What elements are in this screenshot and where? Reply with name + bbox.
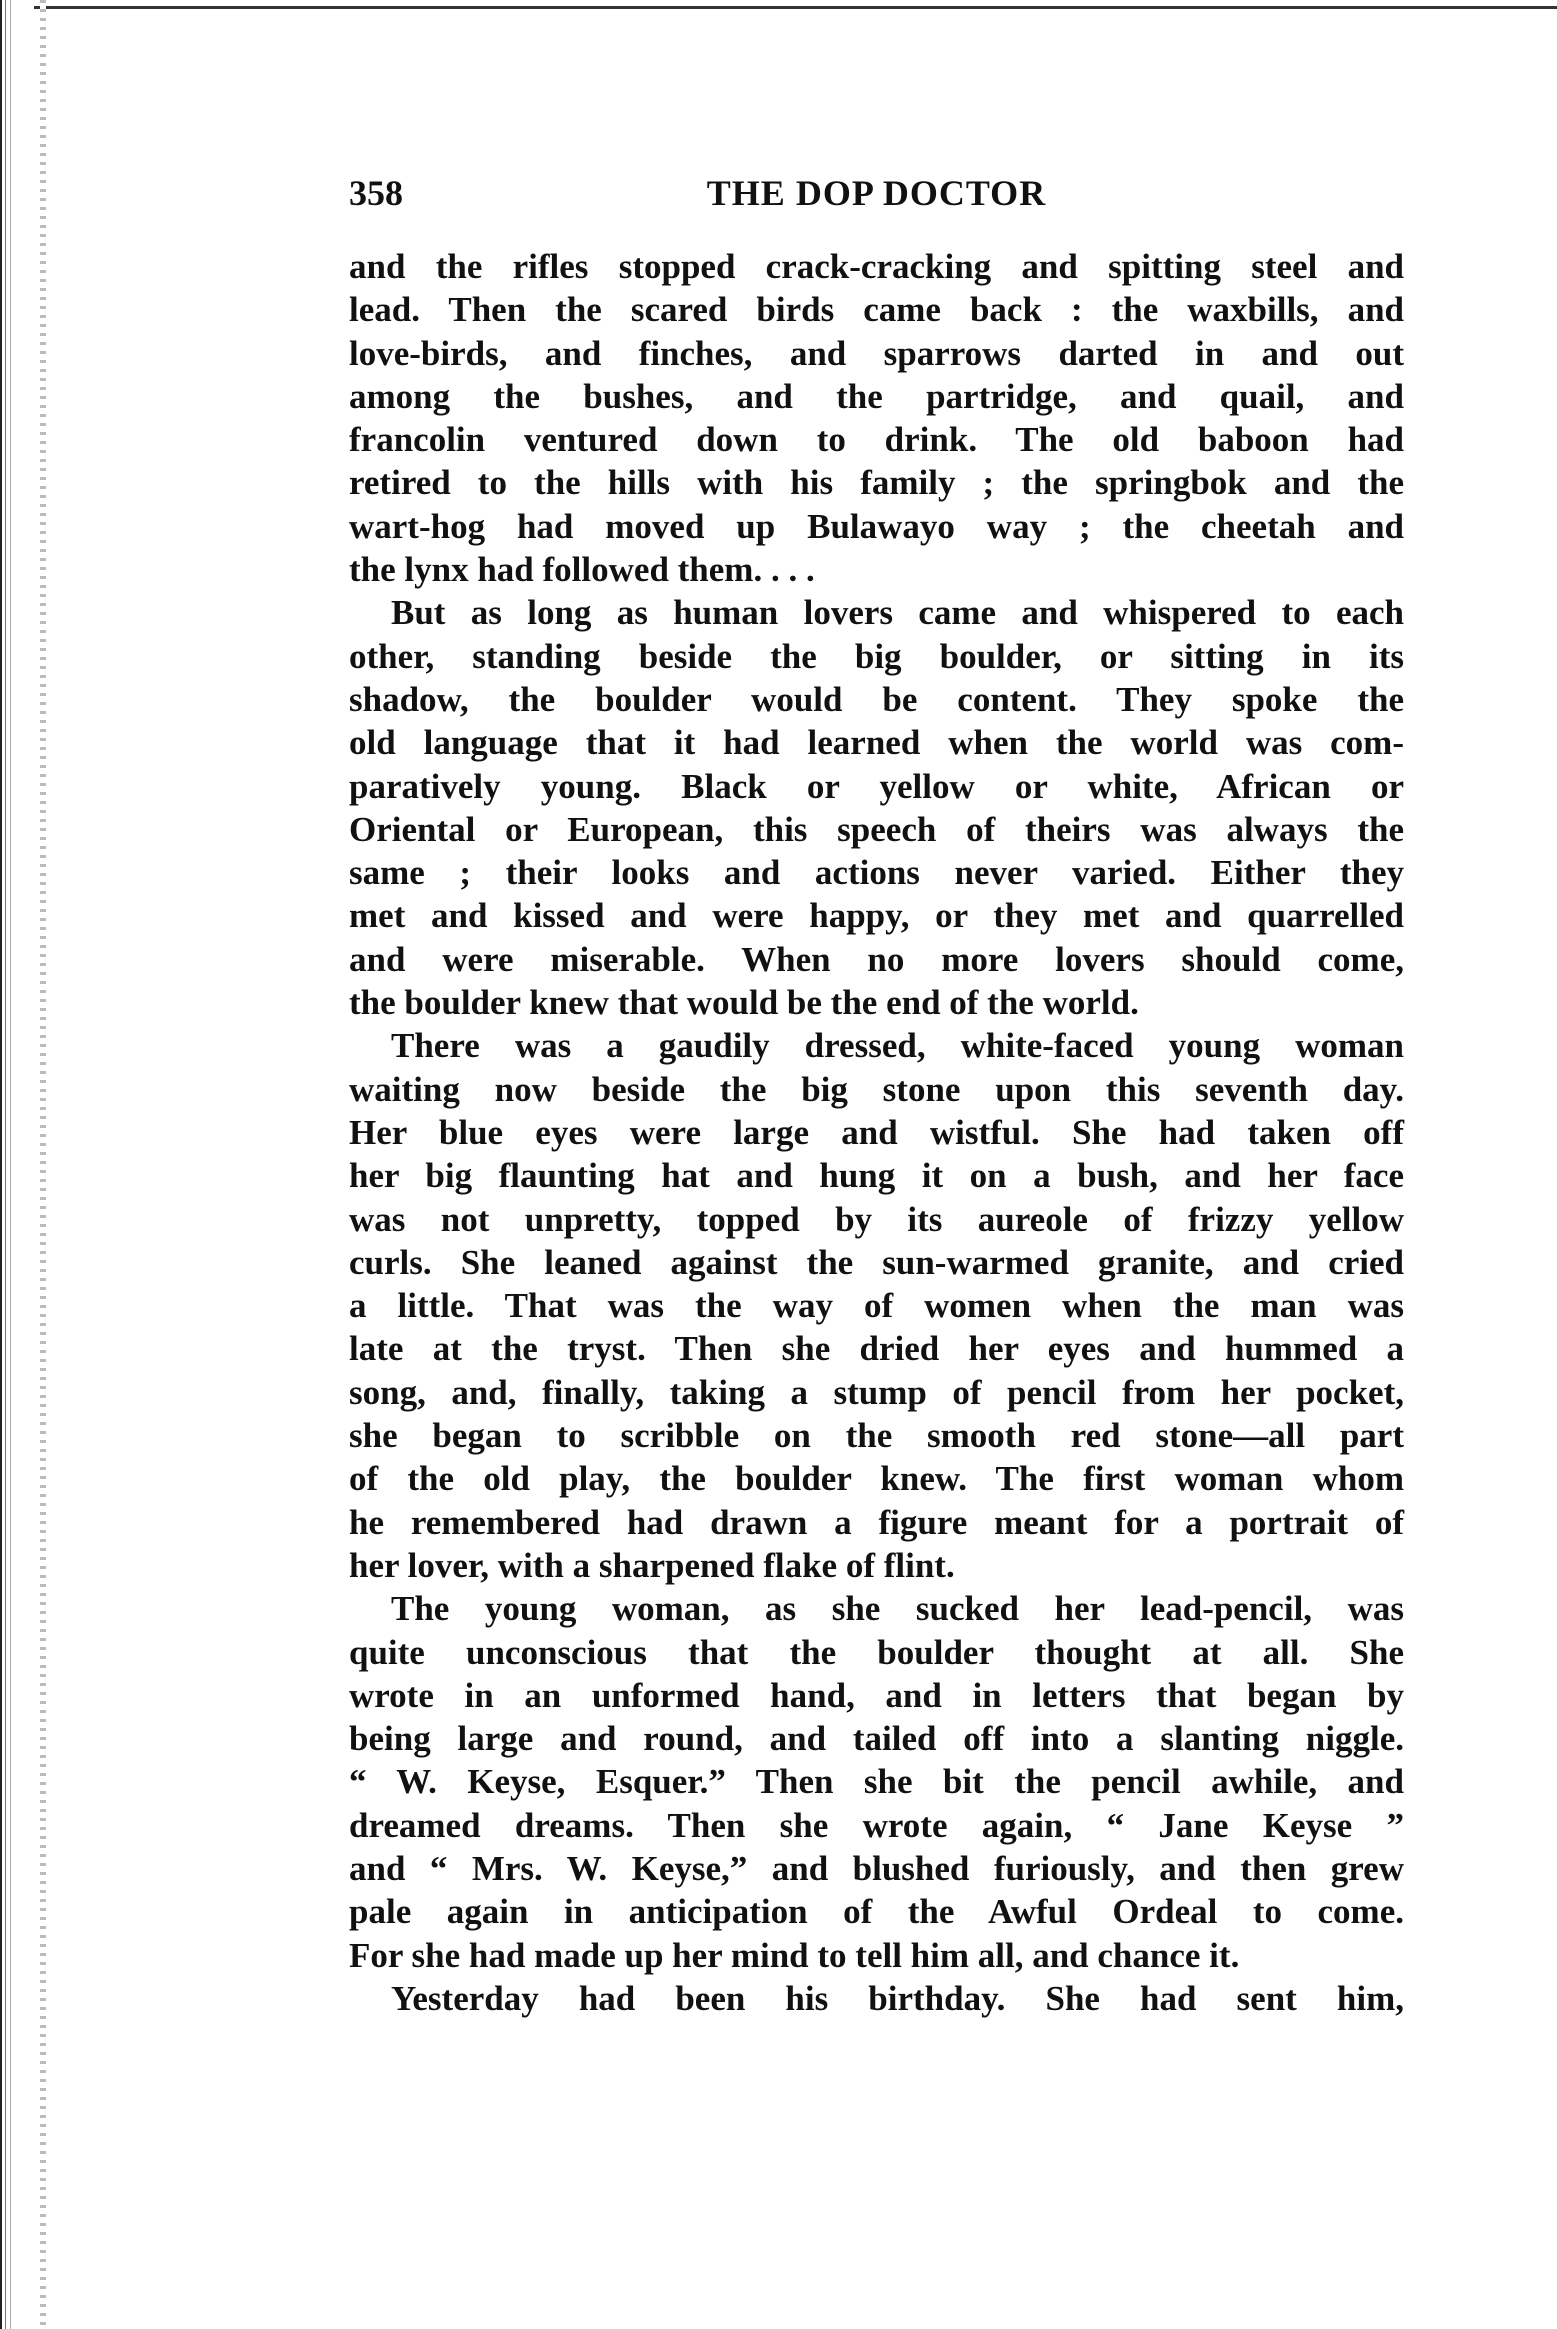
text-line: song, and, finally, taking a stump of pencil from her pocket, bbox=[349, 1372, 1404, 1412]
text-line: he remembered had drawn a figure meant for a portrait of bbox=[349, 1502, 1404, 1542]
text-line: and were miserable. When no more lovers should come, bbox=[349, 939, 1404, 979]
text-line: and the rifles stopped crack-cracking and spitting steel and bbox=[349, 247, 1404, 286]
text-line: curls. She leaned against the sun-warmed granite, and cried bbox=[349, 1242, 1404, 1282]
text-line: same ; their looks and actions never varied. Either they bbox=[349, 853, 1404, 893]
text-line: quite unconscious that the boulder thought at all. She bbox=[349, 1632, 1404, 1672]
text-line: a little. That was the way of women when the man was bbox=[349, 1286, 1404, 1326]
text-line: “ W. Keyse, Esquer.” Then she bit the pencil awhile, and bbox=[349, 1762, 1404, 1802]
text-line: old language that it had learned when the world was com- bbox=[349, 723, 1404, 763]
text-line: and “ Mrs. W. Keyse,” and blushed furiously, and then grew bbox=[349, 1848, 1404, 1888]
text-line: among the bushes, and the partridge, and quail, and bbox=[349, 376, 1404, 416]
text-line: wrote in an unformed hand, and in letters that began by bbox=[349, 1675, 1404, 1715]
text-line: francolin ventured down to drink. The old baboon had bbox=[349, 420, 1404, 460]
running-title: THE DOP DOCTOR bbox=[706, 173, 1047, 213]
text-line: pale again in anticipation of the Awful Ordeal to come. bbox=[349, 1892, 1404, 1932]
paragraph bbox=[349, 245, 1404, 591]
text-line: The young woman, as she sucked her lead-pencil, was bbox=[391, 1589, 1404, 1629]
text-line: other, standing beside the big boulder, or sitting in its bbox=[349, 636, 1404, 676]
paragraph bbox=[349, 1977, 1404, 2020]
text-line: being large and round, and tailed off into a slanting niggle. bbox=[349, 1719, 1404, 1759]
text-line: the lynx had followed them. . . . bbox=[349, 550, 815, 590]
page-body bbox=[349, 245, 1404, 2020]
text-line: There was a gaudily dressed, white-faced young woman bbox=[391, 1026, 1404, 1066]
text-line: her big flaunting hat and hung it on a bush, and her face bbox=[349, 1156, 1404, 1196]
paragraph bbox=[349, 1587, 1404, 1977]
text-line: her lover, with a sharpened flake of flint. bbox=[349, 1545, 955, 1585]
page-header bbox=[349, 172, 1404, 216]
text-line: paratively young. Black or yellow or white, African or bbox=[349, 766, 1404, 806]
scan-binding-edge bbox=[0, 0, 34, 2329]
text-line: dreamed dreams. Then she wrote again, “ Jane Keyse ” bbox=[349, 1805, 1404, 1845]
text-line: the boulder knew that would be the end of the world. bbox=[349, 983, 1139, 1023]
paragraph bbox=[349, 1024, 1404, 1587]
text-line: she began to scribble on the smooth red stone—all part bbox=[349, 1416, 1404, 1456]
text-line: shadow, the boulder would be content. They spoke the bbox=[349, 679, 1404, 719]
scan-top-border bbox=[0, 6, 1557, 9]
text-line: love-birds, and finches, and sparrows darted in and out bbox=[349, 333, 1404, 373]
text-line: late at the tryst. Then she dried her eyes and hummed a bbox=[349, 1329, 1404, 1369]
text-line: Oriental or European, this speech of theirs was always the bbox=[349, 809, 1404, 849]
text-line: was not unpretty, topped by its aureole of frizzy yellow bbox=[349, 1199, 1404, 1239]
text-line: Yesterday had been his birthday. She had sent him, bbox=[391, 1978, 1404, 2018]
text-line: But as long as human lovers came and whispered to each bbox=[391, 593, 1404, 633]
paragraph bbox=[349, 591, 1404, 1024]
text-line: retired to the hills with his family ; the springbok and the bbox=[349, 463, 1404, 503]
text-line: For she had made up her mind to tell him all, and chance it. bbox=[349, 1935, 1240, 1975]
scan-binding-shadow bbox=[40, 0, 46, 2329]
text-line: wart-hog had moved up Bulawayo way ; the cheetah and bbox=[349, 506, 1404, 546]
text-line: Her blue eyes were large and wistful. She had taken off bbox=[349, 1112, 1404, 1152]
text-line: lead. Then the scared birds came back : the waxbills, and bbox=[349, 290, 1404, 330]
text-line: waiting now beside the big stone upon this seventh day. bbox=[349, 1069, 1404, 1109]
text-line: met and kissed and were happy, or they met and quarrelled bbox=[349, 896, 1404, 936]
text-line: of the old play, the boulder knew. The first woman whom bbox=[349, 1459, 1404, 1499]
page-number: 358 bbox=[349, 173, 403, 213]
